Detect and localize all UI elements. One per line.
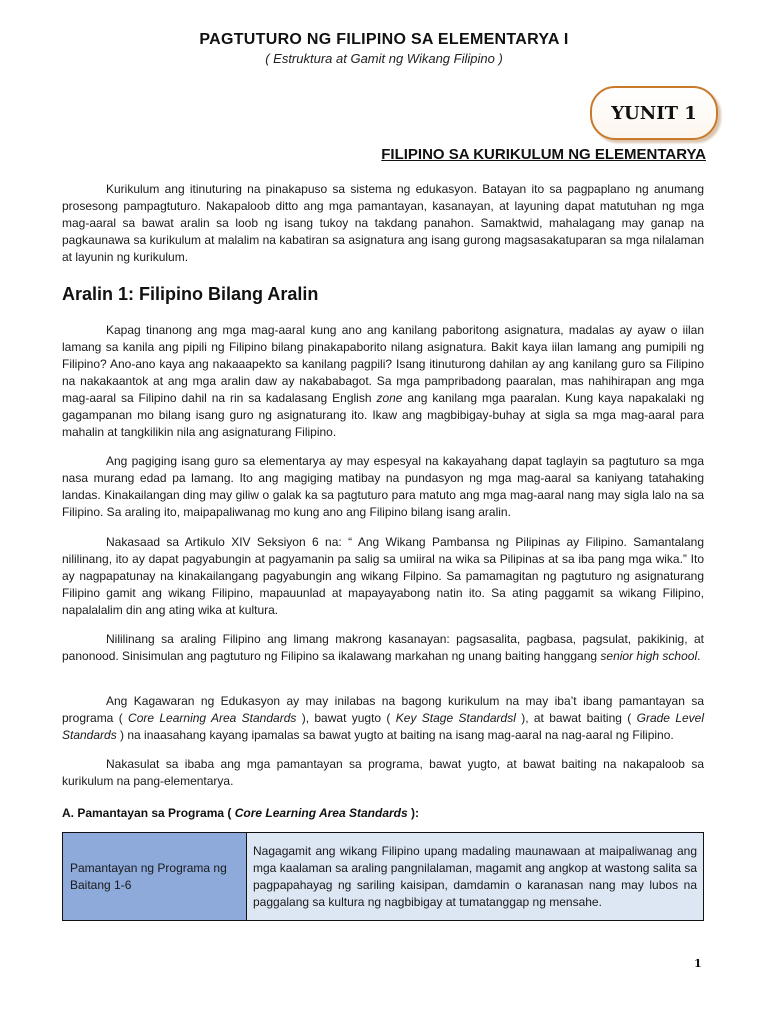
- lesson-paragraph-4-emphasis: senior high school: [600, 649, 698, 663]
- section-a-heading-part-b: ):: [407, 806, 419, 820]
- document-title: PAGTUTURO NG FILIPINO SA ELEMENTARYA I: [199, 31, 569, 48]
- lesson-paragraph-1-part-a: Kapag tinanong ang mga mag-aaral kung ano ang kanilang paboritong asignatura, madalas ay ayaw o iilan lamang sa kanila ang pipili ng Filipino bilang pinakapaborito nilang asignatura. Bakit kaya iilan lamang ang pumipili ng Filipino? Ano-ano kaya ang nakaaapekto sa kanilang pagpili? Isang itinuturong dahilan ay ang kanilang guro sa Filipino na nakakaantok at ang mga aralin daw ay nakababagot. Sa mga pampribadong paaralan, mas nahihirapan ang mga mag-aaral sa Filipino dahil na rin sa kadalasang English: [62, 323, 704, 405]
- section-a-heading: [62, 806, 419, 820]
- lesson-paragraph-3: Nakasaad sa Artikulo XIV Seksiyon 6 na: “ Ang Wikang Pambansa ng Pilipinas ay Filipino. Samantalang nililinang, ito ay dapat pagyabungin at pagyamanin pa salig sa umiiral na wika sa Pilipinas at sa iba pang mga wika.” Ito ay nagpapatunay na kinakailangang pagyabungin ang wikang Filpino. Sa pamamagitan ng pagtuturo ng asignaturang Filipino gamit ang wikang Filipino, mapauunlad at mapayayabong natin ito. Sa ating paggamit sa wikang Filipino, napalalalim din ang ating wika at kultura.: [62, 535, 704, 617]
- lesson-paragraph-2: Ang pagiging isang guro sa elementarya ay may espesyal na kakayahang dapat taglayin sa pagtuturo sa mga nasa murang edad pa lamang. Ito ang magiging matibay na pundasyon ng mga mag-aaral sa kaniyang tatahaking landas. Kinakailangan ding may giliw o galak ka sa pagtuturo para matuto ang mga mag-aaral nang may sigla lalo na sa Filipino. Sa araling ito, maipapaliwanag mo kung ano ang Filipino bilang isang aralin.: [62, 454, 704, 519]
- lesson-paragraph-4-part-a: Nililinang sa araling Filipino ang limang makrong kasanayan: pagsasalita, pagbasa, pagsulat, pakikinig, at panonood. Sinisimulan ang pagtuturo ng Filipino sa ikalawang markahan ng unang baiting hanggang: [62, 632, 704, 663]
- lesson-paragraph-5-part-a: Ang Kagawaran ng Edukasyon ay may inilabas na bagong kurikulum na may iba’t ibang pamantayan sa programa (: [62, 694, 704, 725]
- lesson-paragraph-5-part-b: ), bawat yugto (: [296, 711, 396, 725]
- lesson-paragraph-4-part-b: .: [697, 649, 701, 663]
- standards-label-cell: Pamantayan ng Programa ng Baitang 1-6: [63, 833, 247, 921]
- lesson-paragraph-4: [62, 631, 704, 665]
- unit-title: FILIPINO SA KURIKULUM NG ELEMENTARYA: [381, 146, 706, 163]
- lesson-paragraph-5-emphasis-2: Key Stage Standardsl: [395, 711, 516, 725]
- unit-badge: YUNIT 1: [590, 86, 718, 140]
- lesson-paragraph-1: [62, 322, 704, 441]
- intro-paragraph: Kurikulum ang itinuturing na pinakapuso sa sistema ng edukasyon. Batayan ito sa pagpaplano ng anumang prosesong pampagtuturo. Nakapaloob ditto ang mga pamantayan, kasanayan, at layuning dapat matutuhan ng mga mag-aaral sa bawat aralin sa loob ng isang tukoy na takdang panahon. Samaktwid, mahalagang may ganap na pagkaunawa sa kurikulum at malalim na kabatiran sa asignatura ang isang gurong magsasakatuparan sa mga nilalaman at layunin ng kurikulum.: [62, 182, 704, 264]
- standards-description-cell: Nagagamit ang wikang Filipino upang madaling maunawaan at maipaliwanag ang mga kaalaman sa araling pangnilalaman, magamit ang angkop at wastong salita sa pagpapahayag ng sariling kaisipan, damdamin o karanasan nang may lubos na paggalang sa kultura ng nagbibigay at tumatanggap ng mensahe.: [247, 833, 704, 921]
- lesson-paragraph-5-emphasis-1: Core Learning Area Standards: [128, 711, 297, 725]
- lesson-paragraph-1-emphasis: zone: [376, 391, 403, 405]
- lesson-paragraph-5-part-c: ), at bawat baiting (: [515, 711, 637, 725]
- lesson-paragraph-5-part-d: ) na inaasahang kayang ipamalas sa bawat yugto at baiting na isang mag-aaral na nag-aaral ng Filipino.: [116, 728, 674, 742]
- page-number: 1: [694, 957, 702, 970]
- lesson-heading: Aralin 1: Filipino Bilang Aralin: [62, 284, 319, 304]
- lesson-paragraph-1-part-b: ang kanilang mga paaralan. Kung kaya napakalaki ng gagampanan mo bilang isang guro ng asignaturang ito. Ikaw ang magbibigay-buhay at sigla sa mga mag-aaral para mahalin at tangkilikin nila ang asignaturang Filipino.: [62, 391, 705, 439]
- lesson-paragraph-6: Nakasulat sa ibaba ang mga pamantayan sa programa, bawat yugto, at bawat baiting na nakapaloob sa kurikulum na pang-elementarya.: [62, 757, 704, 788]
- section-a-heading-part-a: A. Pamantayan sa Programa (: [62, 806, 235, 820]
- document-subtitle: ( Estruktura at Gamit ng Wikang Filipino ): [265, 51, 503, 66]
- section-a-heading-emphasis: Core Learning Area Standards: [234, 806, 408, 820]
- standards-table: [62, 832, 704, 921]
- table-row: [63, 833, 704, 921]
- lesson-paragraph-5-emphasis-3: Grade Level Standards: [62, 711, 705, 742]
- lesson-paragraph-5: [62, 693, 704, 744]
